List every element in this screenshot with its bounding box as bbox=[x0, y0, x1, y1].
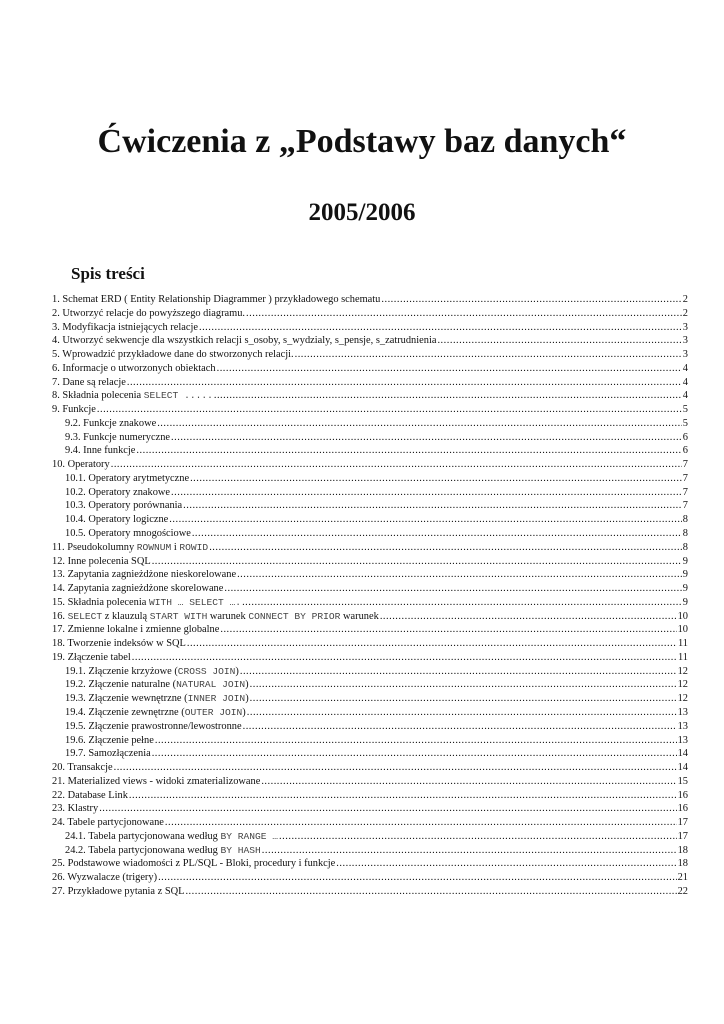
toc-entry[interactable] bbox=[52, 885, 688, 899]
toc-code-text: INNER JOIN bbox=[187, 693, 246, 705]
toc-leader-dots bbox=[209, 541, 682, 555]
toc-entry[interactable] bbox=[52, 789, 688, 803]
toc-entry-label bbox=[65, 692, 249, 706]
toc-leader-dots bbox=[279, 830, 677, 844]
toc-text: 18. Tworzenie indeksów w SQL bbox=[52, 638, 186, 650]
toc-page-number: 9 bbox=[682, 555, 688, 567]
toc-text: 6. Informacje o utworzonych obiektach bbox=[52, 362, 216, 374]
toc-entry-label bbox=[65, 747, 151, 761]
toc-entry-label bbox=[65, 734, 154, 748]
toc-entry-label bbox=[52, 334, 436, 348]
toc-entry[interactable] bbox=[52, 458, 688, 472]
toc-page-number: 16 bbox=[677, 803, 688, 815]
toc-text: 16. bbox=[52, 610, 68, 622]
toc-text: 13. Zapytania zagnieżdżone nieskorelowane bbox=[52, 569, 237, 581]
toc-text: 7. Dane są relacje bbox=[52, 376, 126, 388]
toc-leader-dots bbox=[152, 747, 677, 761]
toc-page-number: 8 bbox=[682, 514, 688, 526]
toc-entry[interactable] bbox=[52, 761, 688, 775]
toc-entry-label bbox=[52, 362, 216, 376]
toc-entry-label bbox=[65, 665, 239, 679]
toc-page-number: 10 bbox=[677, 610, 688, 622]
toc-leader-dots bbox=[111, 458, 682, 472]
toc-text: i bbox=[171, 541, 180, 553]
toc-page-number: 10 bbox=[677, 624, 688, 636]
toc-page-number: 2 bbox=[682, 294, 688, 305]
toc-text: 10.3. Operatory porównania bbox=[65, 500, 183, 512]
toc-leader-dots bbox=[220, 623, 676, 637]
toc-text: 3. Modyfikacja istniejących relacje bbox=[52, 321, 198, 333]
toc-text: ) bbox=[242, 706, 246, 718]
toc-entry[interactable] bbox=[52, 389, 688, 403]
toc-code-text: BY RANGE … bbox=[220, 830, 279, 842]
toc-entry-label bbox=[65, 844, 261, 858]
toc-entry-label bbox=[52, 458, 110, 472]
toc-entry[interactable] bbox=[52, 334, 688, 348]
toc-text: 19. Złączenie tabel bbox=[52, 651, 131, 663]
toc-page-number: 5 bbox=[682, 404, 688, 416]
toc-entry-label bbox=[52, 403, 96, 417]
toc-text: 9. Funkcje bbox=[52, 404, 96, 416]
toc-entry[interactable] bbox=[52, 403, 688, 417]
toc-entry[interactable] bbox=[52, 734, 688, 748]
toc-text: 19.6. Złączenie pełne bbox=[65, 734, 154, 746]
toc-leader-dots bbox=[247, 706, 677, 720]
toc-entry[interactable] bbox=[52, 816, 688, 830]
toc-text: 24.1. Tabela partycjonowana według bbox=[65, 830, 221, 842]
toc-entry[interactable] bbox=[52, 720, 688, 734]
toc-text: ) bbox=[245, 693, 249, 705]
toc-page-number: 3 bbox=[682, 321, 688, 333]
toc-text: 12. Inne polecenia SQL bbox=[52, 555, 151, 567]
toc-leader-dots bbox=[97, 403, 682, 417]
toc-leader-dots bbox=[381, 293, 681, 307]
toc-entry-label bbox=[52, 541, 208, 555]
toc-text: 19.3. Złączenie wewnętrzne ( bbox=[65, 693, 188, 705]
toc-code-text: OUTER JOIN bbox=[184, 706, 243, 718]
toc-page-number: 9 bbox=[682, 569, 688, 581]
toc-page-number: 4 bbox=[682, 362, 688, 374]
toc-entry[interactable] bbox=[52, 472, 688, 486]
toc-entry-label bbox=[65, 499, 182, 513]
toc-entry[interactable] bbox=[52, 871, 688, 885]
toc-page-number: 2 bbox=[682, 307, 688, 319]
document-title: Ćwiczenia z „Podstawy baz danych“ bbox=[97, 123, 627, 160]
toc-entry-label bbox=[52, 802, 98, 816]
toc-leader-dots bbox=[336, 857, 676, 871]
toc-text: 19.7. Samozłączenia bbox=[65, 748, 151, 760]
toc-entry[interactable] bbox=[52, 486, 688, 500]
toc-page-number: 9 bbox=[682, 583, 688, 595]
toc-leader-dots bbox=[99, 802, 676, 816]
toc-page-number: 13 bbox=[677, 720, 688, 732]
toc-entry[interactable] bbox=[52, 857, 688, 871]
toc-text: 19.1. Złączenie krzyżowe ( bbox=[65, 665, 178, 677]
toc-leader-dots bbox=[187, 637, 677, 651]
toc-text: 25. Podstawowe wiadomości z PL/SQL - Bloki, procedury i funkcje bbox=[52, 858, 336, 870]
toc-text: 19.4. Złączenie zewnętrzne ( bbox=[65, 706, 185, 718]
toc-leader-dots bbox=[192, 527, 682, 541]
toc-leader-dots bbox=[114, 761, 677, 775]
toc-entry-label bbox=[52, 761, 113, 775]
toc-text: 5. Wprowadzić przykładowe dane do stworzonych relacji. bbox=[52, 349, 294, 361]
toc-entry[interactable] bbox=[52, 830, 688, 844]
toc-page-number: 13 bbox=[677, 706, 688, 718]
toc-entry-label bbox=[65, 678, 249, 692]
toc-leader-dots bbox=[217, 362, 682, 376]
toc-page-number: 13 bbox=[677, 734, 688, 746]
toc-page-number: 12 bbox=[677, 693, 688, 705]
toc-leader-dots bbox=[158, 871, 677, 885]
toc-entry[interactable] bbox=[52, 623, 688, 637]
toc-entry-label bbox=[52, 293, 380, 307]
toc-entry-label bbox=[65, 472, 189, 486]
toc-leader-dots bbox=[132, 651, 677, 665]
toc-entry[interactable] bbox=[52, 568, 688, 582]
toc-entry-label bbox=[52, 348, 294, 362]
toc-entry[interactable] bbox=[52, 362, 688, 376]
toc-entry-label bbox=[65, 444, 135, 458]
toc-text: z klauzulą bbox=[102, 610, 150, 622]
toc-page-number: 14 bbox=[677, 762, 688, 774]
toc-page-number: 18 bbox=[677, 858, 688, 870]
toc-entry[interactable] bbox=[52, 417, 688, 431]
toc-page-number: 16 bbox=[677, 789, 688, 801]
toc-entry-label bbox=[52, 871, 157, 885]
toc-text: 10.4. Operatory logiczne bbox=[65, 514, 169, 526]
toc-leader-dots bbox=[295, 348, 682, 362]
toc-leader-dots bbox=[152, 555, 682, 569]
toc-text: 10. Operatory bbox=[52, 459, 110, 471]
toc-leader-dots bbox=[224, 582, 681, 596]
toc-leader-dots bbox=[237, 568, 682, 582]
toc-text: 24. Tabele partycjonowane bbox=[52, 817, 164, 829]
toc-text: 14. Zapytania zagnieżdżone skorelowane bbox=[52, 583, 224, 595]
toc-page-number: 6 bbox=[682, 445, 688, 457]
toc-entry[interactable] bbox=[52, 307, 688, 321]
toc-code-text: SELECT ..... bbox=[143, 390, 213, 402]
toc-entry-label bbox=[52, 376, 126, 390]
toc-leader-dots bbox=[183, 499, 682, 513]
toc-leader-dots bbox=[185, 885, 676, 899]
toc-page-number: 7 bbox=[682, 459, 688, 471]
toc-page-number: 4 bbox=[682, 390, 688, 402]
toc-entry[interactable] bbox=[52, 348, 688, 362]
toc-entry-label bbox=[52, 857, 335, 871]
toc-text: 19.2. Złączenie naturalne ( bbox=[65, 679, 177, 691]
toc-entry[interactable] bbox=[52, 513, 688, 527]
toc-text: 11. Pseudokolumny bbox=[52, 541, 137, 553]
toc-page-number: 7 bbox=[682, 500, 688, 512]
toc-text: 9.2. Funkcje znakowe bbox=[65, 417, 157, 429]
toc-entry-label bbox=[52, 610, 379, 624]
toc-text: 24.2. Tabela partycjonowana według bbox=[65, 844, 221, 856]
toc-entry-label bbox=[65, 417, 156, 431]
toc-leader-dots bbox=[157, 417, 682, 431]
toc-entry-label bbox=[65, 486, 170, 500]
toc-entry[interactable] bbox=[52, 596, 688, 610]
toc-page-number: 12 bbox=[677, 679, 688, 691]
toc-leader-dots bbox=[243, 720, 677, 734]
toc-leader-dots bbox=[250, 692, 677, 706]
toc-entry-label bbox=[65, 720, 242, 734]
toc-page-number: 17 bbox=[677, 817, 688, 829]
toc-code-text: ROWID bbox=[179, 541, 209, 553]
toc-page-number: 14 bbox=[677, 748, 688, 760]
toc-entry-label bbox=[52, 555, 151, 569]
toc-page-number: 8 bbox=[682, 528, 688, 540]
toc-code-text: SELECT bbox=[67, 610, 103, 622]
toc-entry[interactable] bbox=[52, 665, 688, 679]
toc-leader-dots bbox=[169, 513, 682, 527]
toc-leader-dots bbox=[380, 610, 677, 624]
toc-entry-label bbox=[52, 389, 213, 403]
toc-text: 1. Schemat ERD ( Entity Relationship Diagrammer ) przykładowego schematu bbox=[52, 294, 381, 305]
toc-code-text: CONNECT BY PRIOR bbox=[248, 610, 341, 622]
toc-entry-label bbox=[65, 830, 278, 844]
toc-entry-label bbox=[65, 513, 168, 527]
toc-page-number: 12 bbox=[677, 665, 688, 677]
toc-leader-dots bbox=[437, 334, 681, 348]
toc-text: 23. Klastry bbox=[52, 803, 99, 815]
toc-entry[interactable] bbox=[52, 541, 688, 555]
toc-page-number: 5 bbox=[682, 417, 688, 429]
toc-page-number: 8 bbox=[682, 541, 688, 553]
toc-code-text: CROSS JOIN bbox=[177, 665, 236, 677]
toc-page-number: 11 bbox=[677, 651, 688, 663]
toc-entry[interactable] bbox=[52, 555, 688, 569]
toc-entry[interactable] bbox=[52, 747, 688, 761]
toc-entry[interactable] bbox=[52, 321, 688, 335]
toc-heading: Spis treści bbox=[71, 264, 145, 283]
toc-text: 9.3. Funkcje numeryczne bbox=[65, 431, 171, 443]
toc-entry-label bbox=[65, 527, 191, 541]
toc-code-text: ROWNUM bbox=[136, 541, 172, 553]
toc-text: 19.5. Złączenie prawostronne/lewostronne bbox=[65, 720, 242, 732]
toc-entry[interactable] bbox=[52, 637, 688, 651]
toc-entry-label bbox=[65, 706, 246, 720]
toc-leader-dots bbox=[246, 307, 682, 321]
toc-leader-dots bbox=[242, 596, 682, 610]
toc-code-text: NATURAL JOIN bbox=[176, 679, 246, 691]
toc-text: ) bbox=[235, 665, 239, 677]
toc-text: 22. Database Link bbox=[52, 789, 128, 801]
toc-leader-dots bbox=[240, 665, 677, 679]
toc-page-number: 9 bbox=[682, 596, 688, 608]
toc-entry-label bbox=[52, 623, 219, 637]
toc-text: 9.4. Inne funkcje bbox=[65, 445, 136, 457]
toc-leader-dots bbox=[214, 389, 682, 403]
toc-entry[interactable] bbox=[52, 706, 688, 720]
toc-leader-dots bbox=[262, 844, 677, 858]
toc-text: 27. Przykładowe pytania z SQL bbox=[52, 885, 185, 897]
toc-entry[interactable] bbox=[52, 692, 688, 706]
toc-text: 15. Składnia polecenia bbox=[52, 596, 149, 608]
toc-leader-dots bbox=[199, 321, 682, 335]
toc-entry[interactable] bbox=[52, 775, 688, 789]
toc-entry-label bbox=[52, 789, 128, 803]
toc-entry-label bbox=[52, 816, 164, 830]
toc-text: 8. Składnia polecenia bbox=[52, 390, 144, 402]
toc-leader-dots bbox=[171, 486, 682, 500]
toc-text: 10.2. Operatory znakowe bbox=[65, 486, 171, 498]
toc-page-number: 6 bbox=[682, 431, 688, 443]
toc-text: warunek bbox=[340, 610, 379, 622]
toc-page-number: 3 bbox=[682, 335, 688, 347]
toc-entry-label bbox=[52, 596, 241, 610]
toc-text: ) bbox=[245, 679, 249, 691]
toc-page-number: 22 bbox=[677, 885, 688, 897]
toc-entry[interactable] bbox=[52, 444, 688, 458]
toc-entry[interactable] bbox=[52, 802, 688, 816]
toc-text: 21. Materialized views - widoki zmaterializowane bbox=[52, 775, 261, 787]
toc-entry-label bbox=[65, 431, 170, 445]
toc-page-number: 15 bbox=[677, 775, 688, 787]
toc-text: 4. Utworzyć sekwencje dla wszystkich relacji s_osoby, s_wydzialy, s_pensje, s_zatrudnienia bbox=[52, 335, 437, 347]
toc-leader-dots bbox=[136, 444, 681, 458]
toc-leader-dots bbox=[171, 431, 682, 445]
toc-leader-dots bbox=[155, 734, 677, 748]
toc-code-text: WITH … SELECT …. bbox=[148, 596, 242, 608]
toc-entry-label bbox=[52, 775, 260, 789]
toc-entry[interactable] bbox=[52, 376, 688, 390]
toc-page-number: 11 bbox=[677, 638, 688, 650]
academic-year: 2005/2006 bbox=[308, 199, 416, 226]
toc-entry[interactable] bbox=[52, 678, 688, 692]
toc-leader-dots bbox=[250, 678, 677, 692]
toc-text: 17. Zmienne lokalne i zmienne globalne bbox=[52, 624, 220, 636]
toc-entry-label bbox=[52, 637, 186, 651]
toc-leader-dots bbox=[127, 376, 682, 390]
toc-entry[interactable] bbox=[52, 431, 688, 445]
toc-leader-dots bbox=[129, 789, 677, 803]
toc-entry[interactable] bbox=[52, 610, 688, 624]
toc-leader-dots bbox=[190, 472, 682, 486]
toc-entry[interactable] bbox=[52, 293, 688, 307]
toc-page-number: 21 bbox=[677, 872, 688, 884]
toc-page-number: 18 bbox=[677, 844, 688, 856]
toc-leader-dots bbox=[165, 816, 677, 830]
toc-entry-label bbox=[52, 651, 131, 665]
toc-page-number: 7 bbox=[682, 472, 688, 484]
toc-text: 10.5. Operatory mnogościowe bbox=[65, 528, 191, 540]
toc-entry-label bbox=[52, 568, 236, 582]
toc-entry[interactable] bbox=[52, 651, 688, 665]
toc-page-number: 3 bbox=[682, 349, 688, 361]
toc-text: 26. Wyzwalacze (trigery) bbox=[52, 872, 158, 884]
toc-entry-label bbox=[52, 321, 198, 335]
toc-code-text: START WITH bbox=[149, 610, 208, 622]
table-of-contents bbox=[52, 293, 688, 899]
toc-text: 20. Transakcje bbox=[52, 762, 113, 774]
toc-entry-label bbox=[52, 582, 223, 596]
toc-entry[interactable] bbox=[52, 844, 688, 858]
toc-page-number: 4 bbox=[682, 376, 688, 388]
toc-text: 2. Utworzyć relacje do powyższego diagramu. bbox=[52, 307, 246, 319]
toc-entry[interactable] bbox=[52, 527, 688, 541]
toc-text: warunek bbox=[207, 610, 249, 622]
toc-entry[interactable] bbox=[52, 582, 688, 596]
toc-text: 10.1. Operatory arytmetyczne bbox=[65, 472, 190, 484]
toc-entry[interactable] bbox=[52, 499, 688, 513]
toc-code-text: BY HASH bbox=[220, 844, 261, 856]
toc-page-number: 17 bbox=[677, 830, 688, 842]
toc-entry-label bbox=[52, 885, 184, 899]
toc-entry-label bbox=[52, 307, 245, 321]
toc-page-number: 7 bbox=[682, 486, 688, 498]
toc-leader-dots bbox=[261, 775, 676, 789]
